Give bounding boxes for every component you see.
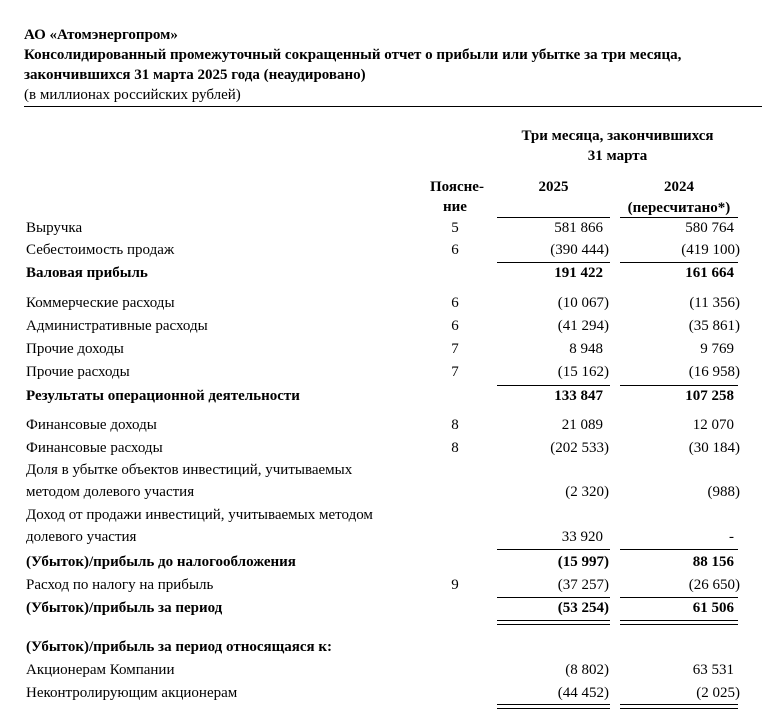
value-2024: (11 356) bbox=[689, 295, 740, 311]
subtotal-rule-2024 bbox=[620, 549, 738, 550]
row-label-continued: долевого участия bbox=[26, 529, 137, 545]
row-note: 8 bbox=[451, 440, 459, 456]
note-header-line2: ние bbox=[443, 199, 467, 215]
row-operating-results bbox=[0, 387, 778, 405]
row-other-income bbox=[0, 340, 778, 358]
row-finance-costs bbox=[0, 439, 778, 457]
value-2024: (988) bbox=[707, 484, 740, 500]
row-label: Финансовые расходы bbox=[26, 440, 163, 456]
value-2025: (41 294) bbox=[557, 318, 609, 334]
value-2024: 88 156 bbox=[692, 554, 734, 570]
units-caption: (в миллионах российских рублей) bbox=[24, 87, 241, 103]
value-2024: (30 184) bbox=[688, 440, 740, 456]
final-double-rule-2025-upper bbox=[497, 704, 610, 705]
value-2025: 191 422 bbox=[554, 265, 603, 281]
row-note: 8 bbox=[451, 417, 459, 433]
final-double-rule-2024-upper bbox=[620, 704, 738, 705]
row-note: 7 bbox=[451, 364, 459, 380]
row-label: Доход от продажи инвестиций, учитываемых методом bbox=[26, 507, 373, 523]
year-2024-restated-note: (пересчитано*) bbox=[627, 200, 731, 216]
row-label: Выручка bbox=[26, 220, 83, 236]
row-label: Акционерам Компании bbox=[26, 662, 175, 678]
value-2024: (419 100) bbox=[681, 242, 740, 258]
company-name: АО «Атомэнергопром» bbox=[24, 27, 178, 43]
row-revenue bbox=[0, 219, 778, 237]
row-label-continued: методом долевого участия bbox=[26, 484, 195, 500]
report-title-line1: Консолидированный промежуточный сокращенный отчет о прибыли или убытке за три месяца, bbox=[24, 47, 682, 63]
subtotal-rule-2025 bbox=[497, 549, 610, 550]
subtotal-rule-2024 bbox=[620, 597, 738, 598]
row-share-of-loss-equity-investees bbox=[0, 461, 778, 501]
value-2025: (390 444) bbox=[550, 242, 609, 258]
value-2025: (44 452) bbox=[557, 685, 609, 701]
value-2024: 580 764 bbox=[685, 220, 734, 236]
subtotal-rule-2025 bbox=[497, 262, 610, 263]
subtotal-rule-2025 bbox=[497, 385, 610, 386]
row-label: Результаты операционной деятельности bbox=[26, 388, 300, 404]
value-2025: 33 920 bbox=[561, 529, 603, 545]
total-double-rule-2025-lower bbox=[497, 624, 610, 625]
value-2024: 9 769 bbox=[700, 341, 734, 357]
row-income-tax-expense bbox=[0, 576, 778, 594]
value-2025: (15 162) bbox=[557, 364, 609, 380]
row-label: Расход по налогу на прибыль bbox=[26, 577, 214, 593]
row-note: 6 bbox=[451, 318, 459, 334]
row-label: Административные расходы bbox=[26, 318, 208, 334]
row-note: 7 bbox=[451, 341, 459, 357]
value-2025: (15 997) bbox=[557, 554, 609, 570]
row-label: Прочие доходы bbox=[26, 341, 124, 357]
row-label: (Убыток)/прибыль за период относящаяся к: bbox=[26, 639, 333, 655]
period-header-line2: 31 марта bbox=[587, 148, 648, 164]
value-2025: 133 847 bbox=[554, 388, 603, 404]
year-2025-header: 2025 bbox=[538, 179, 569, 195]
total-double-rule-2024-upper bbox=[620, 620, 738, 621]
total-double-rule-2025-upper bbox=[497, 620, 610, 621]
value-2025: (202 533) bbox=[550, 440, 609, 456]
row-attributable-non-controlling bbox=[0, 684, 778, 702]
year-2024-header: 2024 bbox=[664, 179, 694, 195]
row-note: 9 bbox=[451, 577, 459, 593]
value-2024: 61 506 bbox=[692, 600, 734, 616]
total-double-rule-2024-lower bbox=[620, 624, 738, 625]
row-selling-expenses bbox=[0, 294, 778, 312]
row-label: Доля в убытке объектов инвестиций, учитываемых bbox=[26, 462, 353, 478]
row-loss-profit-for-period bbox=[0, 599, 778, 617]
row-note: 6 bbox=[451, 295, 459, 311]
value-2024: 63 531 bbox=[692, 662, 734, 678]
row-label: Прочие расходы bbox=[26, 364, 130, 380]
row-label: Себестоимость продаж bbox=[26, 242, 175, 258]
value-2025: (2 320) bbox=[565, 484, 609, 500]
header-rule bbox=[24, 106, 762, 107]
row-administrative-expenses bbox=[0, 317, 778, 335]
value-2025: 21 089 bbox=[561, 417, 603, 433]
period-header-line1: Три месяца, закончившихся bbox=[521, 128, 714, 144]
subtotal-rule-2024 bbox=[620, 385, 738, 386]
row-finance-income bbox=[0, 416, 778, 434]
row-label: (Убыток)/прибыль до налогообложения bbox=[26, 554, 296, 570]
row-note: 6 bbox=[451, 242, 459, 258]
value-2024: (26 650) bbox=[688, 577, 740, 593]
value-2024: (16 958) bbox=[688, 364, 740, 380]
value-2025: 8 948 bbox=[569, 341, 603, 357]
row-loss-profit-before-tax bbox=[0, 553, 778, 571]
value-2024: (2 025) bbox=[696, 685, 740, 701]
value-2025: (10 067) bbox=[557, 295, 609, 311]
value-2024: 161 664 bbox=[685, 265, 734, 281]
final-double-rule-2024-lower bbox=[620, 708, 738, 709]
subtotal-rule-2024 bbox=[620, 262, 738, 263]
value-2025: 581 866 bbox=[554, 220, 603, 236]
value-2024: 12 070 bbox=[692, 417, 734, 433]
row-label: Финансовые доходы bbox=[26, 417, 157, 433]
value-2024: (35 861) bbox=[688, 318, 740, 334]
row-attributable-heading bbox=[0, 638, 778, 656]
row-gross-profit bbox=[0, 264, 778, 282]
value-2025: (8 802) bbox=[565, 662, 609, 678]
row-gain-on-sale-equity-investments bbox=[0, 506, 778, 546]
column-2025-underline bbox=[497, 217, 610, 218]
report-title-line2: закончившихся 31 марта 2025 года (неаудировано) bbox=[24, 67, 366, 83]
row-note: 5 bbox=[451, 220, 459, 236]
column-2024-underline bbox=[620, 217, 738, 218]
note-header-line1: Поясне- bbox=[430, 179, 484, 195]
subtotal-rule-2025 bbox=[497, 597, 610, 598]
value-2024: 107 258 bbox=[685, 388, 734, 404]
row-label: Коммерческие расходы bbox=[26, 295, 175, 311]
value-2025: (53 254) bbox=[557, 600, 609, 616]
row-other-expenses bbox=[0, 363, 778, 381]
row-label: (Убыток)/прибыль за период bbox=[26, 600, 223, 616]
row-cost-of-sales bbox=[0, 241, 778, 259]
value-2024: - bbox=[729, 529, 734, 545]
row-label: Неконтролирующим акционерам bbox=[26, 685, 238, 701]
final-double-rule-2025-lower bbox=[497, 708, 610, 709]
value-2025: (37 257) bbox=[557, 577, 609, 593]
row-attributable-shareholders bbox=[0, 661, 778, 679]
row-label: Валовая прибыль bbox=[26, 265, 148, 281]
